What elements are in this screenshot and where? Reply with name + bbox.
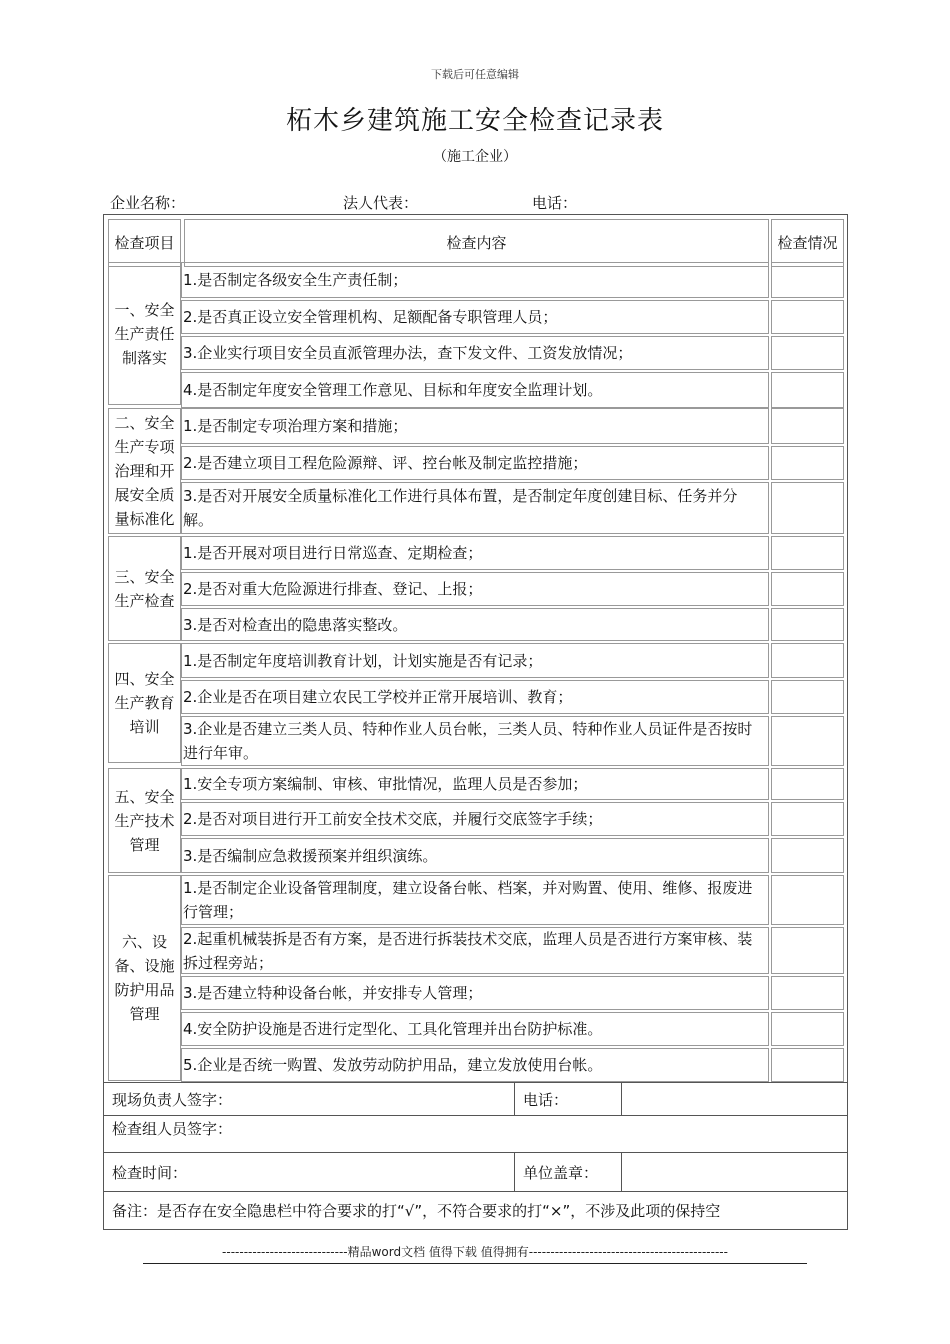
- section-label: 二、安全生产专项治理和开展安全质量标准化: [108, 408, 181, 534]
- status-cell[interactable]: [771, 927, 844, 974]
- status-cell[interactable]: [771, 262, 844, 298]
- header-note: 下载后可任意编辑: [431, 68, 519, 81]
- status-cell[interactable]: [771, 1012, 844, 1046]
- column-header-content: 检查内容: [184, 219, 769, 267]
- check-item: 1.是否制定企业设备管理制度，建立设备台帐、档案，并对购置、使用、维修、报废进行管理；: [181, 875, 769, 925]
- check-item: 1.是否制定各级安全生产责任制；: [181, 262, 769, 298]
- check-item: 5.企业是否统一购置、发放劳动防护用品，建立发放使用台帐。: [181, 1048, 769, 1082]
- check-item: 2.企业是否在项目建立农民工学校并正常开展培训、教育；: [181, 680, 769, 714]
- status-cell[interactable]: [771, 716, 844, 766]
- status-cell[interactable]: [771, 408, 844, 444]
- check-item: 3.是否编制应急救援预案并组织演练。: [181, 838, 769, 873]
- check-item: 2.是否对重大危险源进行排查、登记、上报；: [181, 572, 769, 606]
- status-cell[interactable]: [771, 446, 844, 480]
- footer-text: -----------------------------精品word文档 值得下载 值得拥有----------------------------------------------: [222, 1245, 728, 1259]
- footer-rule: [143, 1263, 807, 1264]
- check-item: 3.是否对开展安全质量标准化工作进行具体布置，是否制定年度创建目标、任务并分解。: [181, 482, 769, 534]
- check-item: 2.起重机械装拆是否有方案，是否进行拆装技术交底，监理人员是否进行方案审核、装拆过程旁站；: [181, 927, 769, 974]
- status-cell[interactable]: [771, 643, 844, 678]
- site-phone-label: 电话：: [523, 1090, 569, 1109]
- check-item: 3.是否建立特种设备台帐，并安排专人管理；: [181, 976, 769, 1010]
- check-item: 1.是否制定年度培训教育计划，计划实施是否有记录；: [181, 643, 769, 678]
- legal-rep-label: 法人代表：: [343, 194, 419, 212]
- status-cell[interactable]: [771, 372, 844, 408]
- status-cell[interactable]: [771, 572, 844, 606]
- status-cell[interactable]: [771, 608, 844, 641]
- check-item: 2.是否对项目进行开工前安全技术交底，并履行交底签字手续；: [181, 802, 769, 836]
- check-item: 3.是否对检查出的隐患落实整改。: [181, 608, 769, 641]
- column-header-item: 检查项目: [108, 219, 181, 267]
- check-item: 4.安全防护设施是否进行定型化、工具化管理并出台防护标准。: [181, 1012, 769, 1046]
- check-item: 2.是否建立项目工程危险源辩、评、控台帐及制定监控措施；: [181, 446, 769, 480]
- unit-seal-field[interactable]: [622, 1153, 846, 1191]
- check-item: 4.是否制定年度安全管理工作意见、目标和年度安全监理计划。: [181, 372, 769, 408]
- company-name-label: 企业名称：: [110, 194, 186, 212]
- section-label: 五、安全生产技术管理: [108, 768, 181, 873]
- site-phone-field[interactable]: [622, 1083, 846, 1115]
- status-cell[interactable]: [771, 976, 844, 1010]
- team-signature-label: 检查组人员签字：: [112, 1120, 233, 1138]
- site-leader-signature-label: 现场负责人签字：: [112, 1090, 233, 1109]
- check-item: 1.是否开展对项目进行日常巡查、定期检查；: [181, 536, 769, 570]
- section-label: 一、安全生产责任制落实: [108, 262, 181, 405]
- check-item: 1.安全专项方案编制、审核、审批情况，监理人员是否参加；: [181, 768, 769, 800]
- status-cell[interactable]: [771, 680, 844, 714]
- unit-seal-label: 单位盖章：: [523, 1163, 599, 1182]
- status-cell[interactable]: [771, 875, 844, 925]
- status-cell[interactable]: [771, 768, 844, 800]
- status-cell[interactable]: [771, 802, 844, 836]
- check-item: 1.是否制定专项治理方案和措施；: [181, 408, 769, 444]
- check-item: 2.是否真正设立安全管理机构、足额配备专职管理人员；: [181, 300, 769, 334]
- page-title: 柘木乡建筑施工安全检查记录表: [285, 106, 664, 136]
- check-item: 3.企业是否建立三类人员、特种作业人员台帐，三类人员、特种作业人员证件是否按时进行年审。: [181, 716, 769, 766]
- inspection-time-label: 检查时间：: [112, 1163, 188, 1182]
- section-label: 三、安全生产检查: [108, 536, 181, 641]
- section-label: 六、设备、设施防护用品管理: [108, 875, 181, 1081]
- page-subtitle: （施工企业）: [433, 149, 517, 165]
- status-cell[interactable]: [771, 300, 844, 334]
- column-header-status: 检查情况: [771, 219, 844, 267]
- check-item: 3.企业实行项目安全员直派管理办法，查下发文件、工资发放情况；: [181, 336, 769, 370]
- remark-text: 备注：是否存在安全隐患栏中符合要求的打“√”，不符合要求的打“×”，不涉及此项的保持空: [112, 1201, 721, 1220]
- status-cell[interactable]: [771, 1048, 844, 1082]
- status-cell[interactable]: [771, 536, 844, 570]
- status-cell[interactable]: [771, 336, 844, 370]
- phone-label: 电话：: [532, 194, 578, 212]
- inspection-sheet: [103, 214, 848, 1230]
- section-label: 四、安全生产教育培训: [108, 643, 181, 763]
- status-cell[interactable]: [771, 482, 844, 534]
- status-cell[interactable]: [771, 838, 844, 873]
